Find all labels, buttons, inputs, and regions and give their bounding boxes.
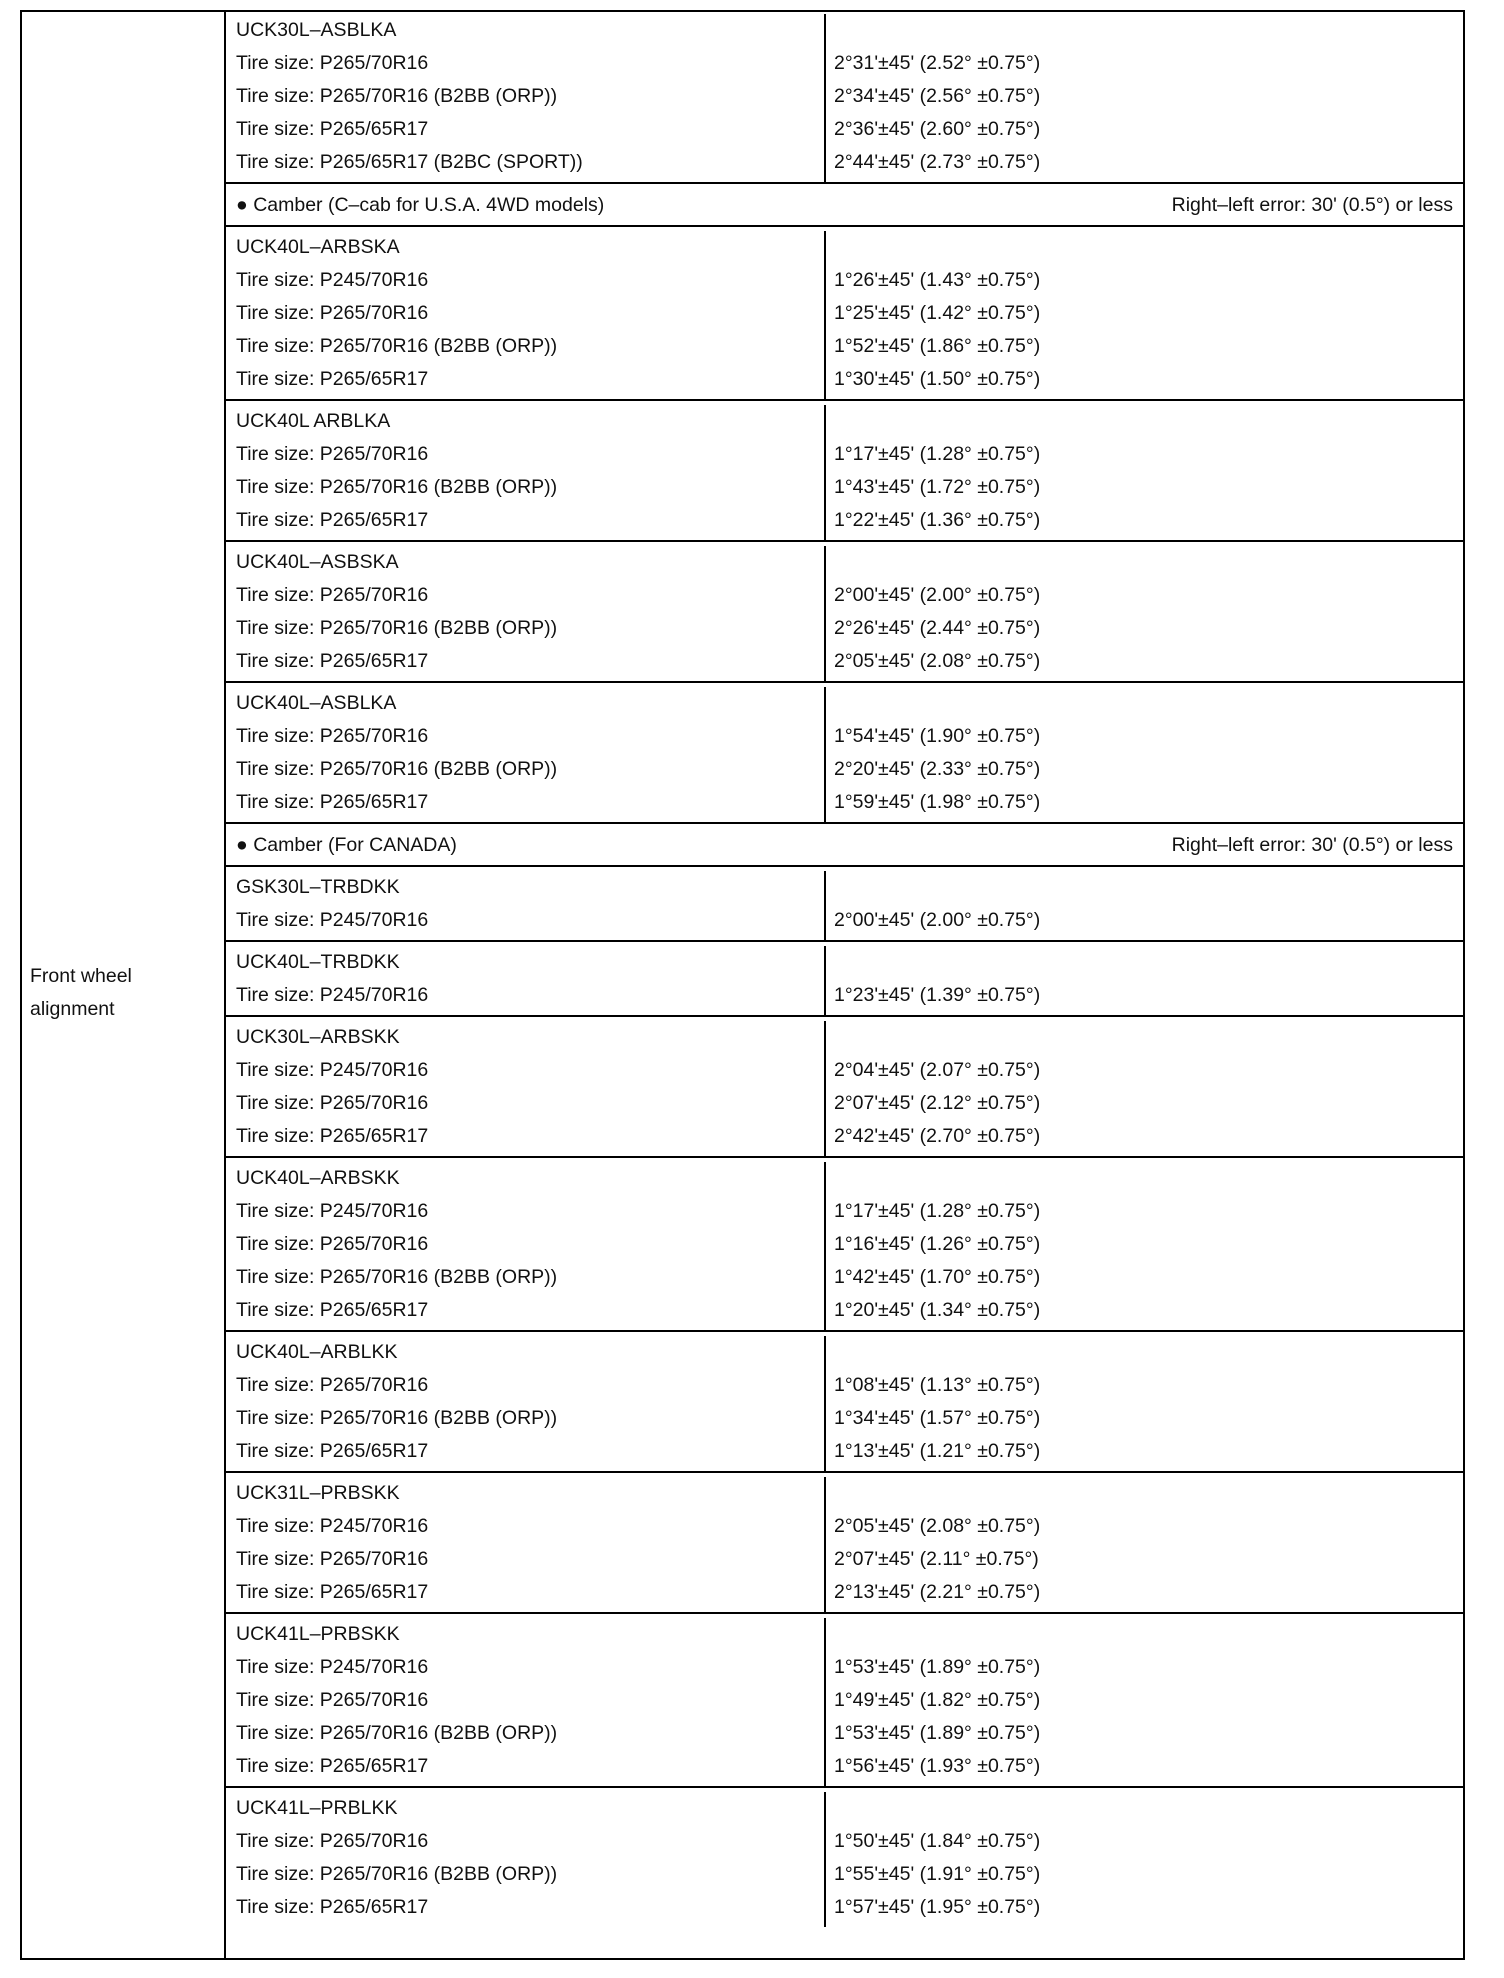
model-code-row <box>224 871 1465 904</box>
section-title: ● Camber (For CANADA) <box>236 834 457 856</box>
tire-row <box>224 1228 1465 1261</box>
tire-size: Tire size: P265/70R16 (B2BB (ORP)) <box>236 1722 558 1744</box>
tire-size: Tire size: P265/65R17 <box>236 1440 429 1462</box>
tire-row <box>224 1825 1465 1858</box>
tire-row <box>224 1369 1465 1402</box>
model-code-row <box>224 1792 1465 1825</box>
camber-value: 2°00'±45' (2.00° ±0.75°) <box>834 909 1041 931</box>
camber-value: 1°26'±45' (1.43° ±0.75°) <box>834 269 1041 291</box>
camber-value: 1°50'±45' (1.84° ±0.75°) <box>834 1830 1041 1852</box>
camber-value: 1°52'±45' (1.86° ±0.75°) <box>834 335 1041 357</box>
model-group <box>224 1618 1465 1788</box>
tire-size: Tire size: P245/70R16 <box>236 1515 429 1537</box>
model-code: GSK30L–TRBDKK <box>236 876 400 898</box>
tire-row <box>224 1054 1465 1087</box>
tire-size: Tire size: P265/65R17 <box>236 1581 429 1603</box>
model-group <box>224 1021 1465 1158</box>
model-code: UCK40L–TRBDKK <box>236 951 400 973</box>
tire-size: Tire size: P265/70R16 (B2BB (ORP)) <box>236 758 558 780</box>
tire-row <box>224 720 1465 753</box>
tire-row <box>224 80 1465 113</box>
camber-value: 2°20'±45' (2.33° ±0.75°) <box>834 758 1041 780</box>
tire-row <box>224 330 1465 363</box>
tire-row <box>224 1891 1465 1924</box>
section-header <box>224 824 1465 867</box>
camber-value: 1°43'±45' (1.72° ±0.75°) <box>834 476 1041 498</box>
tire-size: Tire size: P245/70R16 <box>236 909 429 931</box>
tire-size: Tire size: P265/65R17 <box>236 1896 429 1918</box>
camber-value: 1°59'±45' (1.98° ±0.75°) <box>834 791 1041 813</box>
camber-value: 2°26'±45' (2.44° ±0.75°) <box>834 617 1041 639</box>
model-group <box>224 405 1465 542</box>
tire-row <box>224 1510 1465 1543</box>
row-label-line-1: Front wheel <box>30 965 132 987</box>
tire-size: Tire size: P265/70R16 <box>236 1689 429 1711</box>
tire-row <box>224 146 1465 179</box>
tire-row <box>224 1435 1465 1468</box>
tire-row <box>224 47 1465 80</box>
model-code: UCK40L ARBLKA <box>236 410 391 432</box>
camber-value: 1°08'±45' (1.13° ±0.75°) <box>834 1374 1041 1396</box>
model-code-row <box>224 1336 1465 1369</box>
tire-row <box>224 264 1465 297</box>
camber-value: 2°04'±45' (2.07° ±0.75°) <box>834 1059 1041 1081</box>
tire-size: Tire size: P245/70R16 <box>236 984 429 1006</box>
tire-size: Tire size: P265/70R16 (B2BB (ORP)) <box>236 476 558 498</box>
row-label <box>30 960 132 1026</box>
tire-size: Tire size: P265/70R16 <box>236 1374 429 1396</box>
model-code: UCK41L–PRBLKK <box>236 1797 398 1819</box>
camber-value: 1°13'±45' (1.21° ±0.75°) <box>834 1440 1041 1462</box>
tire-size: Tire size: P265/70R16 <box>236 302 429 324</box>
model-code-row <box>224 1477 1465 1510</box>
tire-size: Tire size: P265/65R17 <box>236 509 429 531</box>
model-group <box>224 546 1465 683</box>
tire-row <box>224 1717 1465 1750</box>
model-code: UCK40L–ARBLKK <box>236 1341 398 1363</box>
tire-size: Tire size: P265/70R16 <box>236 52 429 74</box>
camber-value: 1°34'±45' (1.57° ±0.75°) <box>834 1407 1041 1429</box>
tire-size: Tire size: P265/65R17 <box>236 1125 429 1147</box>
tire-row <box>224 504 1465 537</box>
model-group <box>224 1477 1465 1614</box>
tire-size: Tire size: P265/70R16 <box>236 443 429 465</box>
tire-size: Tire size: P265/65R17 <box>236 118 429 140</box>
camber-value: 1°20'±45' (1.34° ±0.75°) <box>834 1299 1041 1321</box>
tire-size: Tire size: P265/65R17 (B2BC (SPORT)) <box>236 151 583 173</box>
tire-size: Tire size: P265/65R17 <box>236 650 429 672</box>
model-group <box>224 871 1465 942</box>
tire-size: Tire size: P245/70R16 <box>236 1200 429 1222</box>
tire-size: Tire size: P265/70R16 <box>236 584 429 606</box>
model-code-row <box>224 1021 1465 1054</box>
tire-row <box>224 1750 1465 1783</box>
tire-row <box>224 1576 1465 1609</box>
model-code-row <box>224 1162 1465 1195</box>
camber-value: 1°53'±45' (1.89° ±0.75°) <box>834 1722 1041 1744</box>
camber-value: 1°57'±45' (1.95° ±0.75°) <box>834 1896 1041 1918</box>
model-group <box>224 1162 1465 1332</box>
model-group <box>224 946 1465 1017</box>
tire-row <box>224 1402 1465 1435</box>
model-code-row <box>224 687 1465 720</box>
tire-row <box>224 1294 1465 1327</box>
tire-row <box>224 1087 1465 1120</box>
camber-value: 1°30'±45' (1.50° ±0.75°) <box>834 368 1041 390</box>
camber-value: 2°31'±45' (2.52° ±0.75°) <box>834 52 1041 74</box>
camber-value: 2°13'±45' (2.21° ±0.75°) <box>834 1581 1041 1603</box>
model-code: UCK31L–PRBSKK <box>236 1482 400 1504</box>
tire-size: Tire size: P245/70R16 <box>236 269 429 291</box>
model-code-row <box>224 1618 1465 1651</box>
tire-row <box>224 1651 1465 1684</box>
camber-value: 2°07'±45' (2.11° ±0.75°) <box>834 1548 1039 1570</box>
spec-rows <box>224 10 1465 1927</box>
camber-value: 1°16'±45' (1.26° ±0.75°) <box>834 1233 1041 1255</box>
model-group <box>224 14 1465 184</box>
model-code: UCK40L–ASBSKA <box>236 551 399 573</box>
camber-value: 2°44'±45' (2.73° ±0.75°) <box>834 151 1041 173</box>
tire-row <box>224 363 1465 396</box>
camber-value: 2°34'±45' (2.56° ±0.75°) <box>834 85 1041 107</box>
model-code-row <box>224 405 1465 438</box>
model-group <box>224 1792 1465 1927</box>
model-code: UCK30L–ARBSKK <box>236 1026 400 1048</box>
model-group <box>224 231 1465 401</box>
tire-size: Tire size: P265/65R17 <box>236 1755 429 1777</box>
tire-size: Tire size: P265/70R16 (B2BB (ORP)) <box>236 1407 558 1429</box>
camber-value: 2°05'±45' (2.08° ±0.75°) <box>834 650 1041 672</box>
tire-size: Tire size: P265/70R16 (B2BB (ORP)) <box>236 1863 558 1885</box>
model-group <box>224 1336 1465 1473</box>
section-header <box>224 184 1465 227</box>
camber-value: 1°23'±45' (1.39° ±0.75°) <box>834 984 1041 1006</box>
model-code-row <box>224 14 1465 47</box>
tire-row <box>224 471 1465 504</box>
camber-value: 1°42'±45' (1.70° ±0.75°) <box>834 1266 1041 1288</box>
model-code-row <box>224 546 1465 579</box>
camber-value: 1°53'±45' (1.89° ±0.75°) <box>834 1656 1041 1678</box>
tire-row <box>224 1858 1465 1891</box>
model-code: UCK30L–ASBLKA <box>236 19 397 41</box>
tire-size: Tire size: P265/70R16 (B2BB (ORP)) <box>236 335 558 357</box>
tire-size: Tire size: P265/65R17 <box>236 368 429 390</box>
tire-row <box>224 1120 1465 1153</box>
model-code: UCK40L–ASBLKA <box>236 692 397 714</box>
tire-row <box>224 1684 1465 1717</box>
row-label-line-2: alignment <box>30 998 115 1020</box>
section-tolerance-note: Right–left error: 30' (0.5°) or less <box>1171 194 1453 216</box>
section-tolerance-note: Right–left error: 30' (0.5°) or less <box>1171 834 1453 856</box>
model-code-row <box>224 231 1465 264</box>
tire-row <box>224 1261 1465 1294</box>
model-group <box>224 687 1465 824</box>
tire-size: Tire size: P265/65R17 <box>236 791 429 813</box>
tire-row <box>224 438 1465 471</box>
camber-value: 2°00'±45' (2.00° ±0.75°) <box>834 584 1041 606</box>
tire-size: Tire size: P265/70R16 <box>236 1830 429 1852</box>
camber-value: 2°05'±45' (2.08° ±0.75°) <box>834 1515 1041 1537</box>
tire-row <box>224 979 1465 1012</box>
tire-row <box>224 753 1465 786</box>
tire-size: Tire size: P265/70R16 <box>236 1092 429 1114</box>
camber-value: 1°55'±45' (1.91° ±0.75°) <box>834 1863 1041 1885</box>
tire-size: Tire size: P245/70R16 <box>236 1656 429 1678</box>
model-code: UCK41L–PRBSKK <box>236 1623 400 1645</box>
camber-value: 1°17'±45' (1.28° ±0.75°) <box>834 1200 1041 1222</box>
camber-value: 1°54'±45' (1.90° ±0.75°) <box>834 725 1041 747</box>
camber-value: 2°36'±45' (2.60° ±0.75°) <box>834 118 1041 140</box>
section-title: ● Camber (C–cab for U.S.A. 4WD models) <box>236 194 605 216</box>
tire-size: Tire size: P265/65R17 <box>236 1299 429 1321</box>
tire-size: Tire size: P265/70R16 (B2BB (ORP)) <box>236 1266 558 1288</box>
tire-size: Tire size: P245/70R16 <box>236 1059 429 1081</box>
tire-row <box>224 297 1465 330</box>
model-code-row <box>224 946 1465 979</box>
camber-value: 1°17'±45' (1.28° ±0.75°) <box>834 443 1041 465</box>
camber-value: 2°07'±45' (2.12° ±0.75°) <box>834 1092 1041 1114</box>
tire-row <box>224 786 1465 819</box>
camber-value: 1°25'±45' (1.42° ±0.75°) <box>834 302 1041 324</box>
camber-value: 1°56'±45' (1.93° ±0.75°) <box>834 1755 1041 1777</box>
model-code: UCK40L–ARBSKK <box>236 1167 400 1189</box>
tire-row <box>224 645 1465 678</box>
tire-size: Tire size: P265/70R16 <box>236 1233 429 1255</box>
tire-row <box>224 612 1465 645</box>
tire-size: Tire size: P265/70R16 (B2BB (ORP)) <box>236 85 558 107</box>
tire-row <box>224 1195 1465 1228</box>
camber-value: 1°49'±45' (1.82° ±0.75°) <box>834 1689 1041 1711</box>
camber-value: 1°22'±45' (1.36° ±0.75°) <box>834 509 1041 531</box>
model-code: UCK40L–ARBSKA <box>236 236 400 258</box>
tire-row <box>224 579 1465 612</box>
tire-row <box>224 113 1465 146</box>
tire-size: Tire size: P265/70R16 <box>236 1548 429 1570</box>
camber-value: 2°42'±45' (2.70° ±0.75°) <box>834 1125 1041 1147</box>
tire-row <box>224 1543 1465 1576</box>
tire-size: Tire size: P265/70R16 <box>236 725 429 747</box>
tire-size: Tire size: P265/70R16 (B2BB (ORP)) <box>236 617 558 639</box>
tire-row <box>224 904 1465 937</box>
